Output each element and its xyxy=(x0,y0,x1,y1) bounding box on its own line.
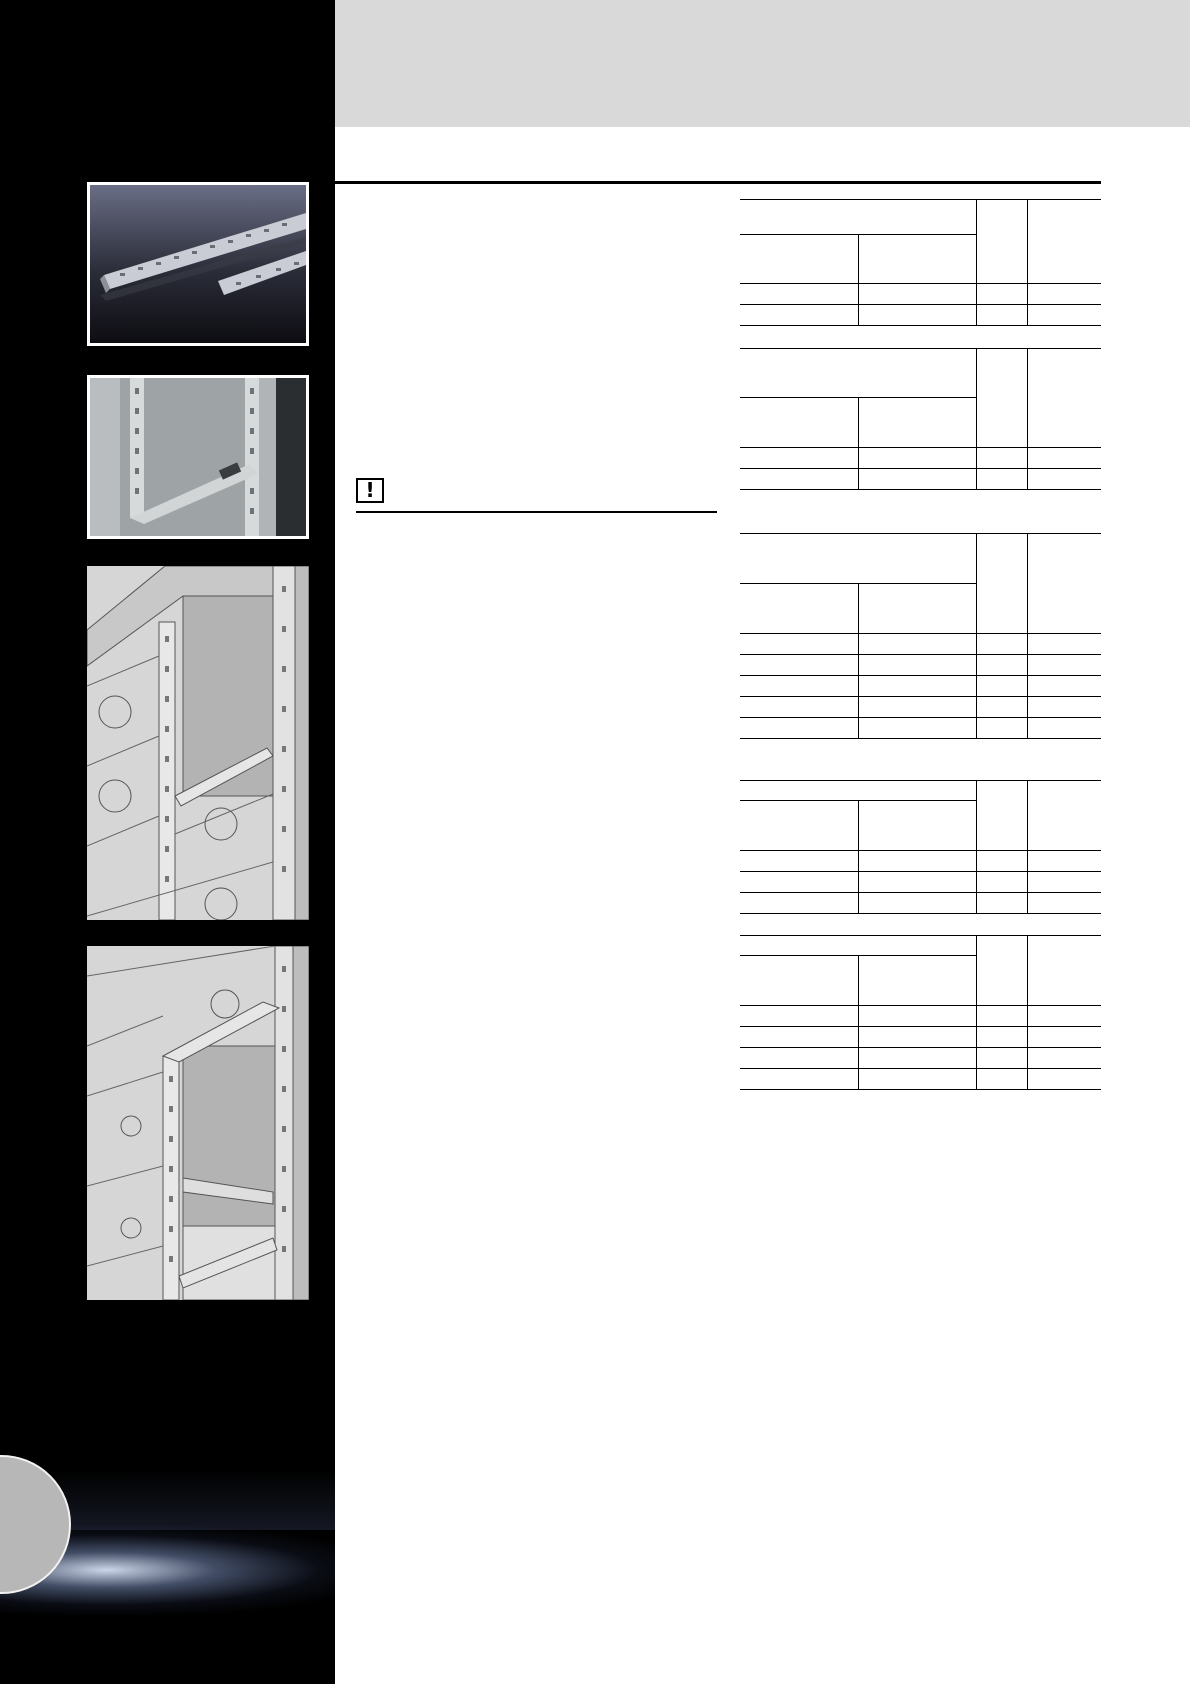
table-row xyxy=(740,655,1101,676)
header-band xyxy=(335,0,1190,127)
table-header-cell xyxy=(740,584,858,634)
table-header-cell xyxy=(1027,349,1101,448)
order-table-3 xyxy=(740,533,1101,739)
note-rule xyxy=(356,511,717,513)
table-header-cell xyxy=(740,534,976,584)
table-header-cell xyxy=(740,936,976,956)
table-row xyxy=(740,469,1101,490)
table-header-cell xyxy=(976,200,1027,284)
table-header-cell xyxy=(858,398,976,448)
table-header-cell xyxy=(976,936,1027,1006)
table-row xyxy=(740,305,1101,326)
order-table-1 xyxy=(740,199,1101,326)
table-row xyxy=(740,697,1101,718)
table-header-cell xyxy=(740,956,858,1006)
table-header-cell xyxy=(1027,200,1101,284)
order-table-2 xyxy=(740,348,1101,490)
table-header-cell xyxy=(740,349,976,398)
header-rule xyxy=(335,181,1101,184)
table-header-cell xyxy=(858,584,976,634)
table-header-cell xyxy=(976,349,1027,448)
table-row xyxy=(740,676,1101,697)
attention-icon: ! xyxy=(356,478,384,503)
table-header-cell xyxy=(858,956,976,1006)
table-header-cell xyxy=(740,235,858,284)
table-header-cell xyxy=(740,200,976,235)
table-header-cell xyxy=(858,235,976,284)
table-row xyxy=(740,634,1101,655)
table-row xyxy=(740,284,1101,305)
table-header-cell xyxy=(1027,781,1101,851)
table-row xyxy=(740,448,1101,469)
enclosure-drawing-bottom xyxy=(87,946,309,1300)
table-row xyxy=(740,1069,1101,1090)
order-table-5 xyxy=(740,935,1101,1090)
product-image-frame xyxy=(87,375,309,539)
order-table-4 xyxy=(740,780,1101,914)
table-header-cell xyxy=(1027,534,1101,634)
table-row xyxy=(740,1006,1101,1027)
table-header-cell xyxy=(740,398,858,448)
table-row xyxy=(740,718,1101,739)
table-row xyxy=(740,872,1101,893)
table-header-cell xyxy=(740,801,858,851)
enclosure-drawing-top xyxy=(87,566,309,920)
table-row xyxy=(740,851,1101,872)
table-header-cell xyxy=(1027,936,1101,1006)
table-header-cell xyxy=(740,781,976,801)
table-header-cell xyxy=(976,781,1027,851)
table-row xyxy=(740,893,1101,914)
table-row xyxy=(740,1048,1101,1069)
table-row xyxy=(740,1027,1101,1048)
table-header-cell xyxy=(858,801,976,851)
product-image-rails xyxy=(87,182,309,346)
table-header-cell xyxy=(976,534,1027,634)
